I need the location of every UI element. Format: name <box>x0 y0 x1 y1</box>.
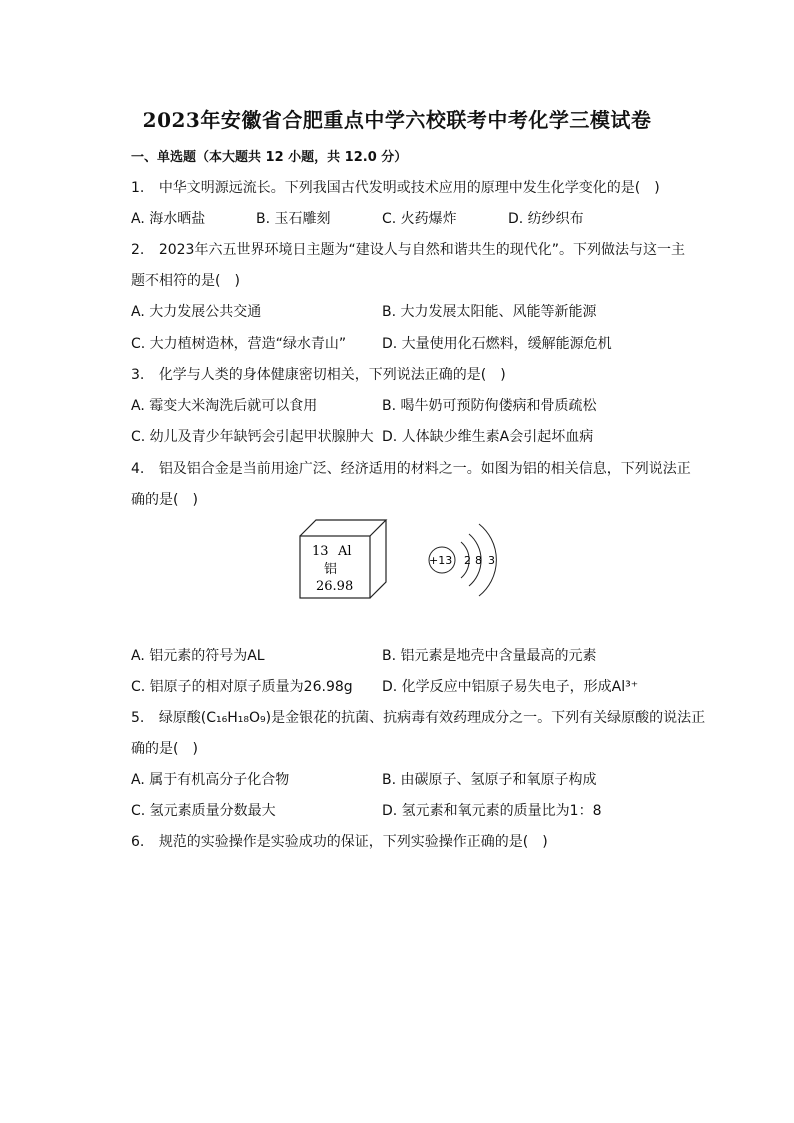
question-6 <box>131 831 548 851</box>
question-text-line-2: 题不相符的是( ) <box>131 273 240 289</box>
option-b: B. 喝牛奶可预防佝偻病和骨质疏松 <box>382 398 597 414</box>
question-4 <box>131 458 691 478</box>
question-number: 4. <box>131 461 145 477</box>
shell-electrons-2: 8 <box>475 554 482 567</box>
question-number: 2. <box>131 242 145 258</box>
question-text: 中华文明源远流长。下列我国古代发明或技术应用的原理中发生化学变化的是( ) <box>158 180 660 196</box>
section-heading: 一、单选题（本大题共 12 小题，共 12.0 分） <box>131 150 408 165</box>
option-c: C. 铝原子的相对原子质量为26.98g <box>131 679 353 695</box>
option-b: B. 大力发展太阳能、风能等新能源 <box>382 304 597 320</box>
option-b: B. 玉石雕刻 <box>256 211 331 227</box>
element-symbol: Al <box>338 544 352 559</box>
question-3 <box>131 364 506 384</box>
option-d: D. 大量使用化石燃料，缓解能源危机 <box>382 336 612 352</box>
nucleus-charge: +13 <box>429 554 453 567</box>
atom-structure-diagram <box>429 524 496 596</box>
option-d: D. 人体缺少维生素A会引起坏血病 <box>382 429 594 445</box>
option-c: C. 大力植树造林，营造“绿水青山” <box>131 336 347 352</box>
element-number: 13 <box>312 544 329 559</box>
option-a: A. 铝元素的符号为AL <box>131 648 265 664</box>
option-b: B. 铝元素是地壳中含量最高的元素 <box>382 648 597 664</box>
option-a: A. 霉变大米淘洗后就可以食用 <box>131 398 318 414</box>
option-d: D. 氢元素和氧元素的质量比为1：8 <box>382 803 602 819</box>
question-number: 5. <box>131 710 145 726</box>
option-a: A. 大力发展公共交通 <box>131 304 262 320</box>
question-1 <box>131 177 660 197</box>
question-number: 3. <box>131 367 145 383</box>
atomic-mass: 26.98 <box>316 579 354 594</box>
shell-electrons-1: 2 <box>464 554 471 567</box>
question-text-line-2: 确的是( ) <box>131 741 198 757</box>
option-b: B. 由碳原子、氢原子和氧原子构成 <box>382 772 597 788</box>
question-number: 1. <box>131 180 145 196</box>
shell-electrons-3: 3 <box>488 554 495 567</box>
question-text-line-2: 确的是( ) <box>131 492 198 508</box>
option-d: D. 纺纱织布 <box>508 211 584 227</box>
question-text: 规范的实验操作是实验成功的保证，下列实验操作正确的是( ) <box>158 834 548 850</box>
question-number: 6. <box>131 834 145 850</box>
question-5 <box>131 707 705 727</box>
option-a: A. 海水晒盐 <box>131 211 206 227</box>
option-c: C. 幼儿及青少年缺钙会引起甲状腺肿大 <box>131 429 374 445</box>
element-name: 铝 <box>324 562 338 577</box>
element-cube <box>300 520 386 598</box>
question-2 <box>131 239 685 259</box>
option-d: D. 化学反应中铝原子易失电子，形成Al³⁺ <box>382 679 639 695</box>
option-c: C. 火药爆炸 <box>382 211 457 227</box>
option-c: C. 氢元素质量分数最大 <box>131 803 276 819</box>
question-text-line-1: 2023年六五世界环境日主题为“建设人与自然和谐共生的现代化”。下列做法与这一主 <box>158 242 685 258</box>
question-text-line-1: 铝及铝合金是当前用途广泛、经济适用的材料之一。如图为铝的相关信息，下列说法正 <box>158 461 691 477</box>
question-text: 化学与人类的身体健康密切相关，下列说法正确的是( ) <box>158 367 506 383</box>
page-title: 2023年安徽省合肥重点中学六校联考中考化学三模试卷 <box>142 108 652 132</box>
question-text-line-1: 绿原酸(C₁₆H₁₈O₉)是金银花的抗菌、抗病毒有效药理成分之一。下列有关绿原酸的说法正 <box>158 710 706 726</box>
option-a: A. 属于有机高分子化合物 <box>131 772 290 788</box>
aluminum-figure <box>298 512 518 612</box>
